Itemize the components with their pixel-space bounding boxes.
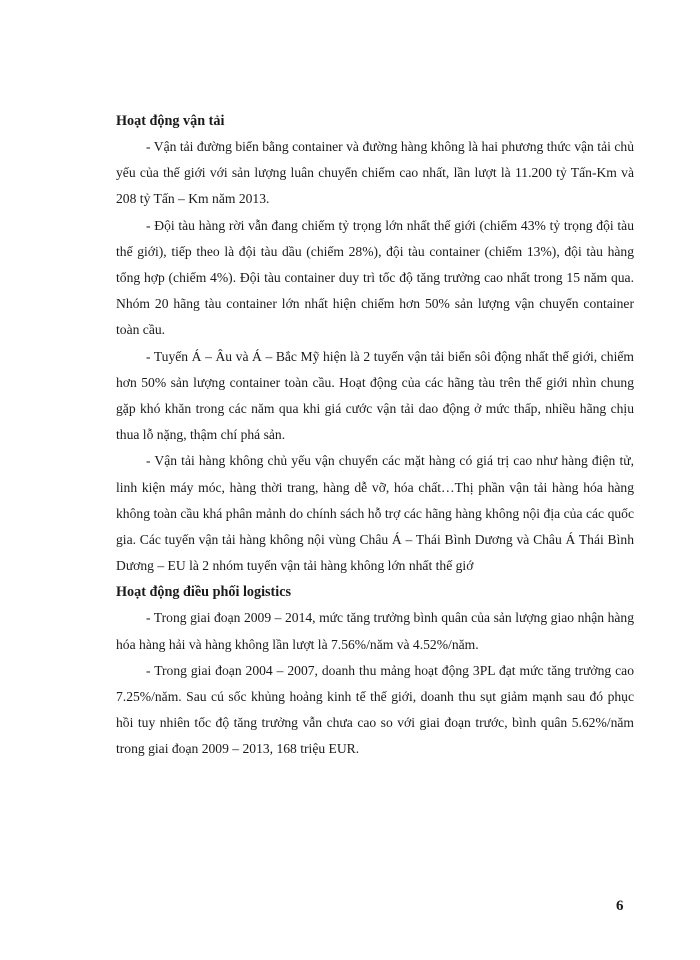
paragraph: - Đội tàu hàng rời vẫn đang chiếm tỷ trọng lớn nhất thế giới (chiếm 43% tỷ trọng đội tàu thế giới), tiếp theo là đội tàu dầu (chiếm 28%), đội tàu container (chiếm 13%), đội tàu hàng tổng hợp (chiếm 4%). Đội tàu container duy trì tốc độ tăng trưởng cao nhất trong 15 năm qua. Nhóm 20 hãng tàu container lớn nhất hiện chiếm hơn 50% sản lượng vận chuyển container toàn cầu. [116, 217, 634, 338]
page-content [116, 108, 634, 763]
page-number: 6 [616, 898, 624, 914]
paragraph: - Vận tải hàng không chủ yếu vận chuyển các mặt hàng có giá trị cao như hàng điện tử, linh kiện máy móc, hàng thời trang, hàng dễ vỡ, hóa chất…Thị phần vận tải hàng hóa hàng không toàn cầu khá phân mảnh do chính sách hỗ trợ các hãng hàng không nội địa của các quốc gia. Các tuyến vận tải hàng không nội vùng Châu Á – Thái Bình Dương và Châu Á Thái Bình Dương – EU là 2 nhóm tuyến vận tải hàng không lớn nhất thế giớ [116, 453, 634, 574]
paragraph: - Tuyến Á – Âu và Á – Bắc Mỹ hiện là 2 tuyến vận tải biển sôi động nhất thế giới, chiếm hơn 50% sản lượng container toàn cầu. Hoạt động của các hãng tàu trên thế giới nhìn chung gặp khó khăn trong các năm qua khi giá cước vận tải dao động ở mức thấp, nhiều hãng chịu thua lỗ nặng, thậm chí phá sản. [116, 348, 634, 443]
paragraph: - Vận tải đường biển bằng container và đường hàng không là hai phương thức vận tải chủ yếu của thế giới với sản lượng luân chuyển chiếm cao nhất, lần lượt là 11.200 tỷ Tấn-Km và 208 tỷ Tấn – Km năm 2013. [116, 139, 634, 207]
paragraph: - Trong giai đoạn 2009 – 2014, mức tăng trưởng bình quân của sản lượng giao nhận hàng hóa hàng hải và hàng không lần lượt là 7.56%/năm và 4.52%/năm. [116, 610, 634, 652]
section-heading-transport: Hoạt động vận tải [116, 113, 225, 129]
paragraph: - Trong giai đoạn 2004 – 2007, doanh thu mảng hoạt động 3PL đạt mức tăng trưởng cao 7.25%/năm. Sau cú sốc khủng hoảng kinh tế thế giới, doanh thu sụt giảm mạnh sau đó phục hồi tuy nhiên tốc độ tăng trưởng vẫn chưa cao so với giai đoạn trước, bình quân 5.62%/năm trong giai đoạn 2009 – 2013, 168 triệu EUR. [116, 662, 634, 757]
section-heading-logistics: Hoạt động điều phối logistics [116, 584, 292, 601]
